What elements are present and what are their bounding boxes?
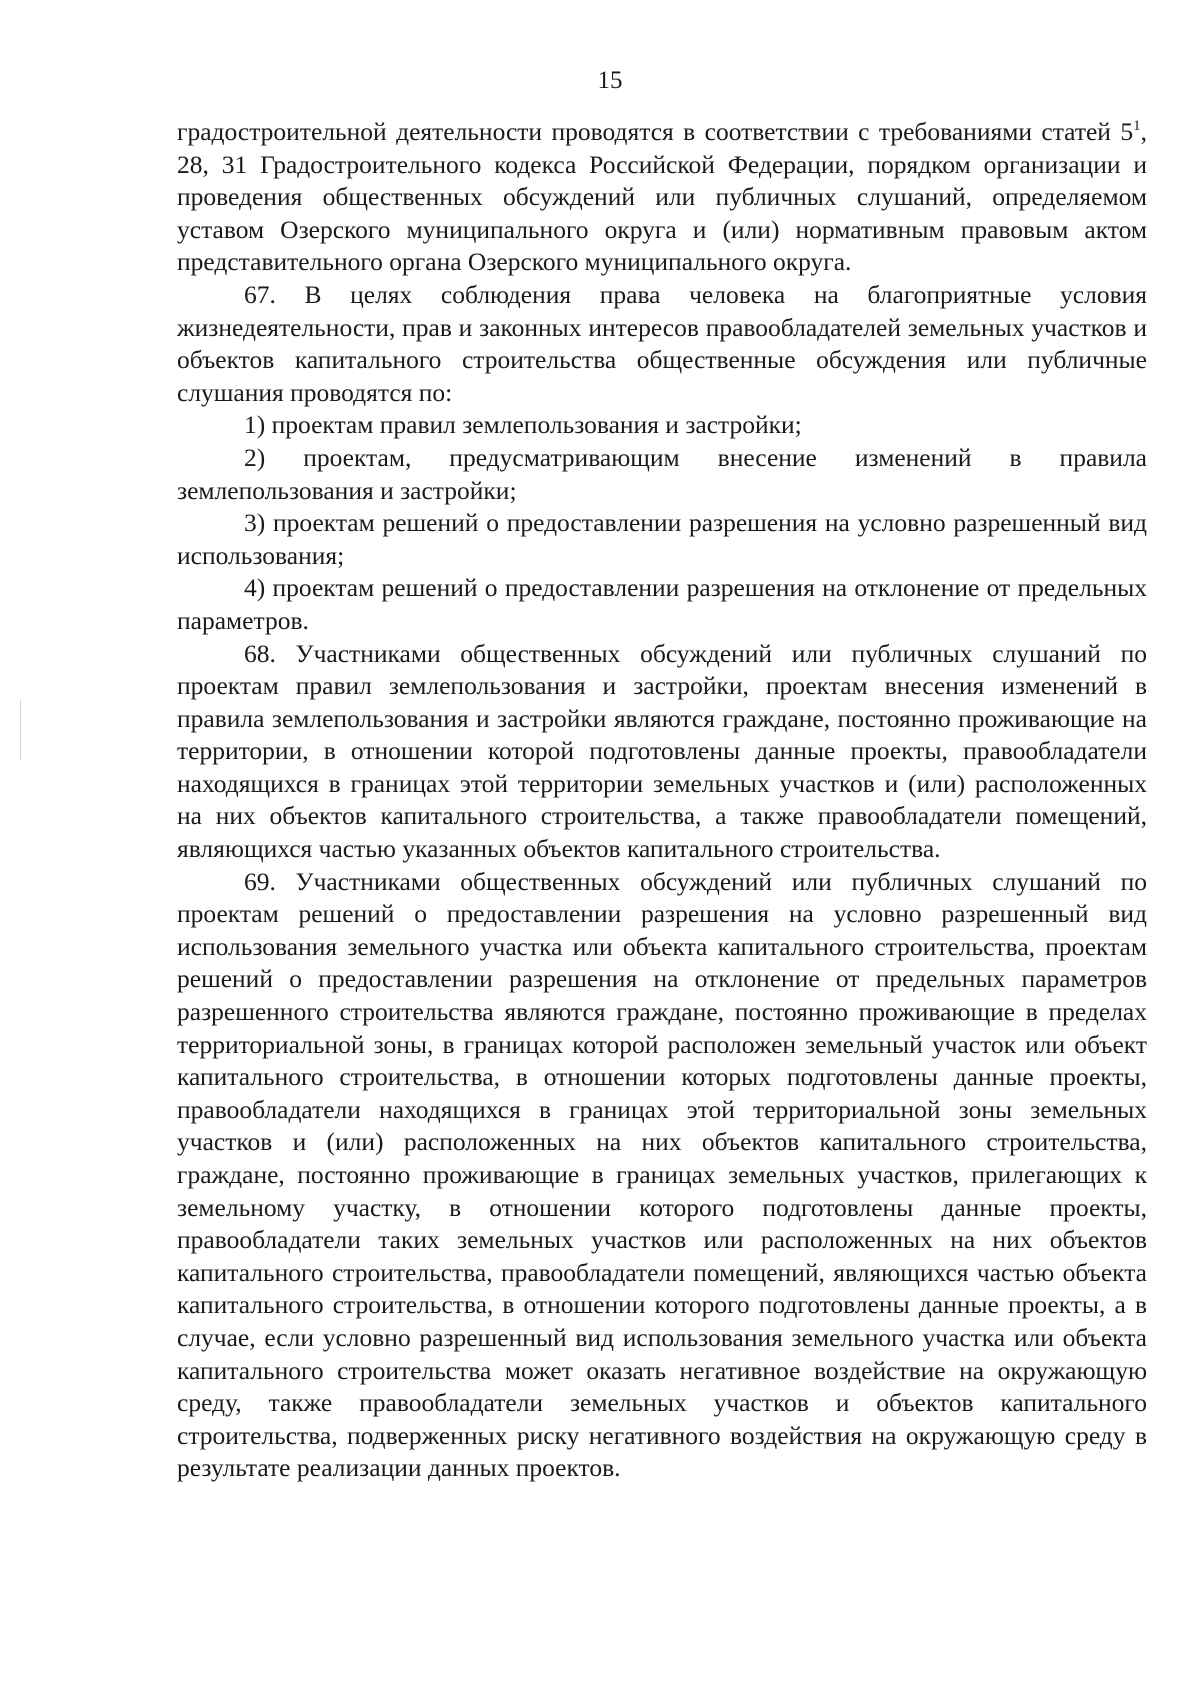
paragraph-continuation xyxy=(177,116,1147,279)
paragraph-continuation-text-start: градостроительной деятельности проводятся в соответствии с требованиями статей 5 xyxy=(177,117,1134,146)
list-item-4: 4) проектам решений о предоставлении разрешения на отклонение от предельных параметров. xyxy=(177,573,1147,635)
paragraph-68: 68. Участниками общественных обсуждений или публичных слушаний по проектам правил землепользования и застройки, проектам внесения изменений в правила землепользования и застройки являются граждане, постоянно проживающие на территории, в отношении которой подготовлены данные проекты, правообладатели находящихся в границах этой территории земельных участков и (или) расположенных на них объектов капитального строительства, а также правообладатели помещений, являющихся частью указанных объектов капитального строительства. xyxy=(177,638,1147,864)
paragraph-continuation-text-end: , 28, 31 Градостроительного кодекса Российской Федерации, порядком организации и проведения общественных обсуждений или публичных слушаний, определяемом уставом Озерского муниципального округа и (или) нормативным правовым актом представительного органа Озерского муниципального округа. xyxy=(177,117,1147,277)
document-body xyxy=(177,116,1147,1485)
scan-artifact-mark xyxy=(20,700,21,760)
page-number: 15 xyxy=(597,67,623,94)
paragraph-69: 69. Участниками общественных обсуждений или публичных слушаний по проектам решений о предоставлении разрешения на условно разрешенный вид использования земельного участка или объекта капитального строительства, проектам решений о предоставлении разрешения на отклонение от предельных параметров разрешенного строительства являются граждане, постоянно проживающие в пределах территориальной зоны, в границах которой расположен земельный участок или объект капитального строительства, в отношении которых подготовлены данные проекты, правообладатели находящихся в границах этой территориальной зоны земельных участков и (или) расположенных на них объектов капитального строительства, граждане, постоянно проживающие в границах земельных участков, прилегающих к земельному участку, в отношении которого подготовлены данные проекты, правообладатели таких земельных участков или расположенных на них объектов капитального строительства, правообладатели помещений, являющихся частью объекта капитального строительства, в отношении которого подготовлены данные проекты, а в случае, если условно разрешенный вид использования земельного участка или объекта капитального строительства может оказать негативное воздействие на окружающую среду, также правообладатели земельных участков и объектов капитального строительства, подверженных риску негативного воздействия на окружающую среду в результате реализации данных проектов. xyxy=(177,866,1147,1483)
list-item-3: 3) проектам решений о предоставлении разрешения на условно разрешенный вид использования; xyxy=(177,508,1147,570)
list-item-2: 2) проектам, предусматривающим внесение изменений в правила землепользования и застройки; xyxy=(177,442,1147,505)
list-item-1: 1) проектам правил землепользования и застройки; xyxy=(244,410,802,440)
paragraph-67: 67. В целях соблюдения права человека на благоприятные условия жизнедеятельности, прав и законных интересов правообладателей земельных участков и объектов капитального строительства общественные обсуждения или публичные слушания проводятся по: xyxy=(177,279,1147,407)
superscript-index: 1 xyxy=(1133,118,1141,134)
